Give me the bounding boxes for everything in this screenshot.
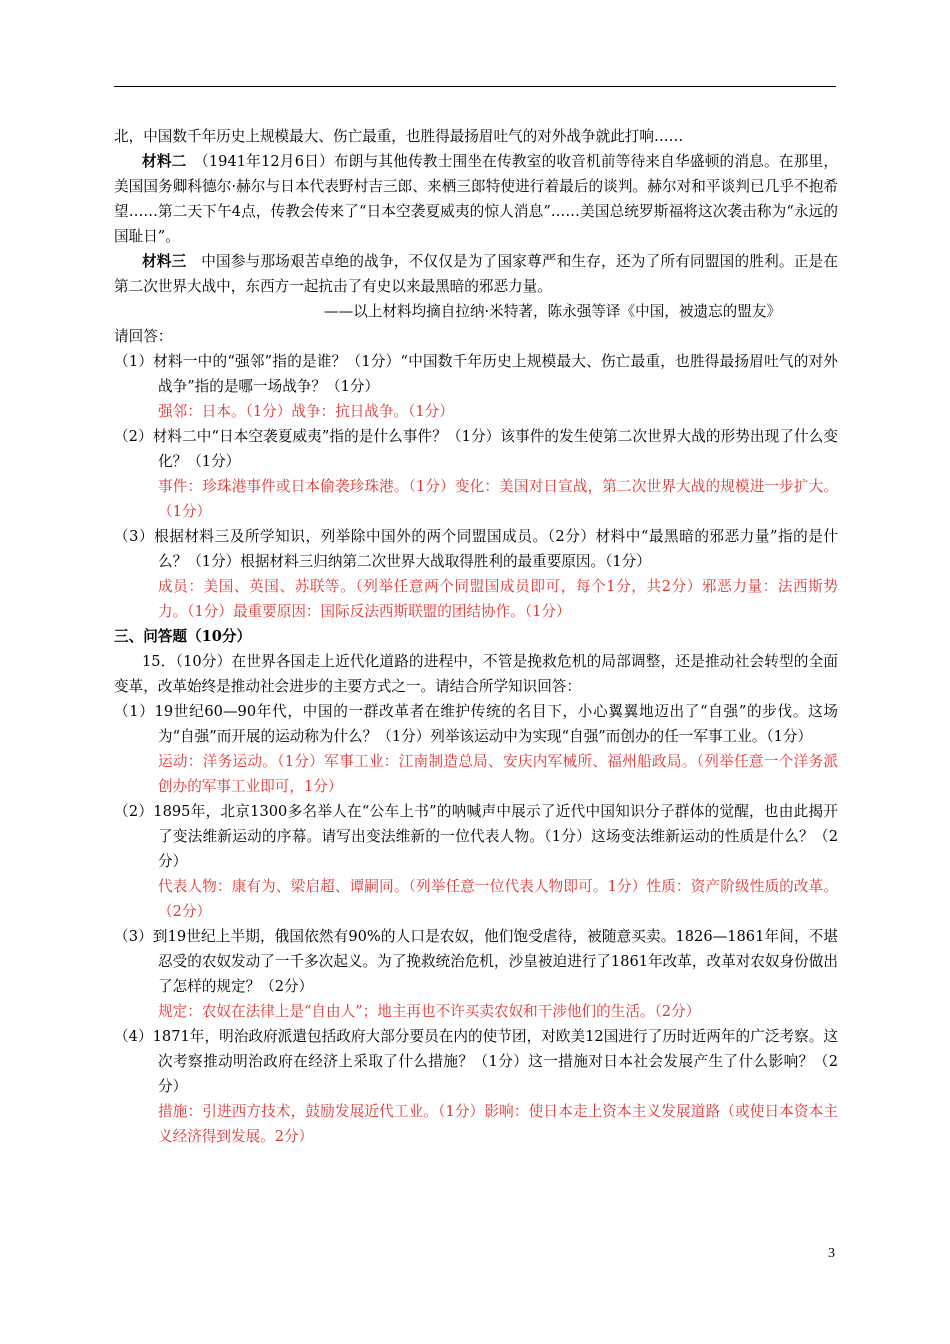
q15-2-answer: 代表人物：康有为、梁启超、谭嗣同。（列举任意一位代表人物即可。1分）性质：资产阶级性质的改革。（2分） <box>158 878 838 920</box>
q15-1-question: （1）19世纪60—90年代，中国的一群改革者在维护传统的名目下，小心翼翼地迈出了“自强”的步伐。这场为“自强”而开展的运动称为什么？（1分）列举该运动中为实现“自强”而创办的任一军事工业。（1分） <box>114 703 838 745</box>
section-three-title: 三、问答题（10分） <box>114 628 252 645</box>
q15-4-answer: 措施：引进西方技术，鼓励发展近代工业。（1分）影响：使日本走上资本主义发展道路（或使日本资本主义经济得到发展。2分） <box>158 1103 838 1145</box>
material-source: ——以上材料均摘自拉纳·米特著，陈永强等译《中国，被遗忘的盟友》 <box>324 303 782 320</box>
q14-1-answer: 强邻：日本。（1分）战争：抗日战争。（1分） <box>158 403 454 420</box>
q15-1-answer: 运动：洋务运动。（1分）军事工业：江南制造总局、安庆内军械所、福州船政局。（列举任意一个洋务派创办的军事工业即可，1分） <box>158 753 838 795</box>
q15-3-answer: 规定：农奴在法律上是“自由人”；地主再也不许买卖农奴和干涉他们的生活。（2分） <box>158 1003 701 1020</box>
q14-3-question: （3）根据材料三及所学知识，列举除中国外的两个同盟国成员。（2分）材料中“最黑暗的邪恶力量”指的是什么？（1分）根据材料三归纳第二次世界大战取得胜利的最重要原因。（1分） <box>114 528 838 570</box>
header-rule <box>114 86 836 87</box>
answer-prompt: 请回答： <box>114 328 173 345</box>
material-one-tail: 北，中国数千年历史上规模最大、伤亡最重，也胜得最扬眉吐气的对外战争就此打响…… <box>114 128 684 145</box>
page-number: 3 <box>828 1246 835 1261</box>
material-two-text: （1941年12月6日）布朗与其他传教士围坐在传教室的收音机前等待来自华盛顿的消息。在那里，美国国务卿科德尔·赫尔与日本代表野村吉三郎、来栖三郎特使进行着最后的谈判。赫尔对和平谈判已几乎不抱希望……第二天下午4点，传教会传来了“日本空袭夏威夷的惊人消息”……美国总统罗斯福将这次袭击称为“永远的国耻日”。 <box>114 153 838 245</box>
material-three <box>114 249 838 299</box>
material-three-label: 材料三 <box>142 253 187 270</box>
q15-4-question: （4）1871年，明治政府派遣包括政府大部分要员在内的使节团，对欧美12国进行了历时近两年的广泛考察。这次考察推动明治政府在经济上采取了什么措施？（1分）这一措施对日本社会发展产生了什么影响？（2分） <box>114 1028 838 1095</box>
q14-2-question: （2）材料二中“日本空袭夏威夷”指的是什么事件？（1分）该事件的发生使第二次世界大战的形势出现了什么变化？（1分） <box>114 428 838 470</box>
material-three-text: 中国参与那场艰苦卓绝的战争，不仅仅是为了国家尊严和生存，还为了所有同盟国的胜利。正是在第二次世界大战中，东西方一起抗击了有史以来最黑暗的邪恶力量。 <box>114 253 838 295</box>
material-two <box>114 149 838 249</box>
material-two-label: 材料二 <box>142 153 187 170</box>
q14-1-question: （1）材料一中的“强邻”指的是谁？（1分）“中国数千年历史上规模最大、伤亡最重，也胜得最扬眉吐气的对外战争”指的是哪一场战争？（1分） <box>114 353 838 395</box>
q15-3-question: （3）到19世纪上半期，俄国依然有90%的人口是农奴，他们饱受虐待，被随意买卖。1826—1861年间，不堪忍受的农奴发动了一千多次起义。为了挽救统治危机，沙皇被迫进行了1861年改革，改革对农奴身份做出了怎样的规定？（2分） <box>114 928 838 995</box>
q14-2-answer: 事件：珍珠港事件或日本偷袭珍珠港。（1分）变化：美国对日宣战，第二次世界大战的规模进一步扩大。（1分） <box>158 478 838 520</box>
q15-intro: 15．（10分）在世界各国走上近代化道路的进程中，不管是挽救危机的局部调整，还是推动社会转型的全面变革，改革始终是推动社会进步的主要方式之一。请结合所学知识回答： <box>114 653 838 695</box>
q15-2-question: （2）1895年，北京1300多名举人在“公车上书”的呐喊声中展示了近代中国知识分子群体的觉醒，也由此揭开了变法维新运动的序幕。请写出变法维新的一位代表人物。（1分）这场变法维新运动的性质是什么？（2分） <box>114 803 838 870</box>
q14-3-answer: 成员：美国、英国、苏联等。（列举任意两个同盟国成员即可，每个1分，共2分）邪恶力量：法西斯势力。（1分）最重要原因：国际反法西斯联盟的团结协作。（1分） <box>158 578 838 620</box>
page-body <box>114 124 838 1149</box>
